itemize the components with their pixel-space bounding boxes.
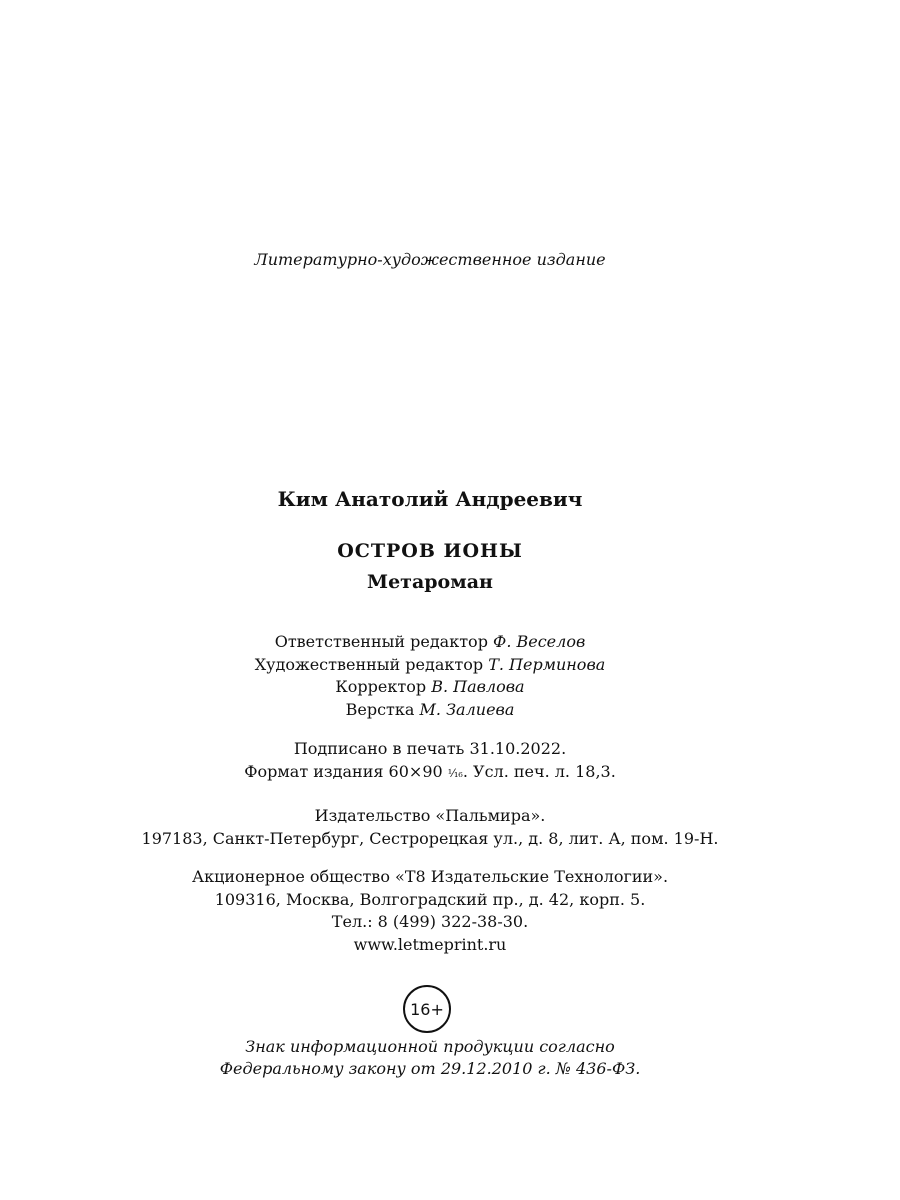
format-suffix: . Усл. печ. л. 18,3. xyxy=(462,761,616,781)
publisher-name: Издательство «Пальмира». xyxy=(314,806,546,825)
credit-role: Ответственный редактор xyxy=(274,632,488,651)
author-name: Ким Анатолий Андреевич xyxy=(277,487,583,511)
publisher-info xyxy=(0,805,860,850)
law-notice-line1: Знак информационной продукции согласно xyxy=(245,1037,615,1056)
printer-phone: Тел.: 8 (499) 322-38-30. xyxy=(331,912,529,931)
credit-role: Художественный редактор xyxy=(254,654,484,674)
credit-name: Т. Перминова xyxy=(488,654,606,674)
credits-block xyxy=(0,631,860,721)
format-prefix: Формат издания 60×90 xyxy=(244,761,448,781)
printer-address: 109316, Москва, Волгоградский пр., д. 42, корп. 5. xyxy=(214,889,646,909)
credit-row xyxy=(0,676,860,699)
printer-website: www.letmeprint.ru xyxy=(353,934,507,954)
printer-info xyxy=(0,866,860,956)
format-fraction: ¹⁄₁₆ xyxy=(447,766,463,780)
printer-name: Акционерное общество «Т8 Издательские Технологии». xyxy=(191,867,669,886)
credit-role: Верстка xyxy=(345,699,415,719)
printing-info xyxy=(0,738,860,785)
signed-date: Подписано в печать 31.10.2022. xyxy=(293,739,567,758)
law-notice xyxy=(0,1036,860,1080)
credit-name: В. Павлова xyxy=(431,677,525,696)
law-notice-line2: Федеральному закону от 29.12.2010 г. № 436-ФЗ. xyxy=(219,1059,641,1078)
credit-name: М. Залиева xyxy=(419,699,515,719)
age-rating-badge: 16+ xyxy=(403,985,451,1033)
credit-row xyxy=(0,631,860,654)
credit-row xyxy=(0,699,860,722)
credit-role: Корректор xyxy=(335,677,427,696)
format-line xyxy=(0,761,860,786)
publisher-address: 197183, Санкт-Петербург, Сестрорецкая ул., д. 8, лит. А, пом. 19-Н. xyxy=(141,828,719,848)
book-subtitle: Метароман xyxy=(367,571,493,593)
credit-row xyxy=(0,654,860,677)
credit-name: Ф. Веселов xyxy=(493,632,586,651)
book-title: ОСТРОВ ИОНЫ xyxy=(337,540,523,562)
genre-label: Литературно-художественное издание xyxy=(254,250,606,269)
